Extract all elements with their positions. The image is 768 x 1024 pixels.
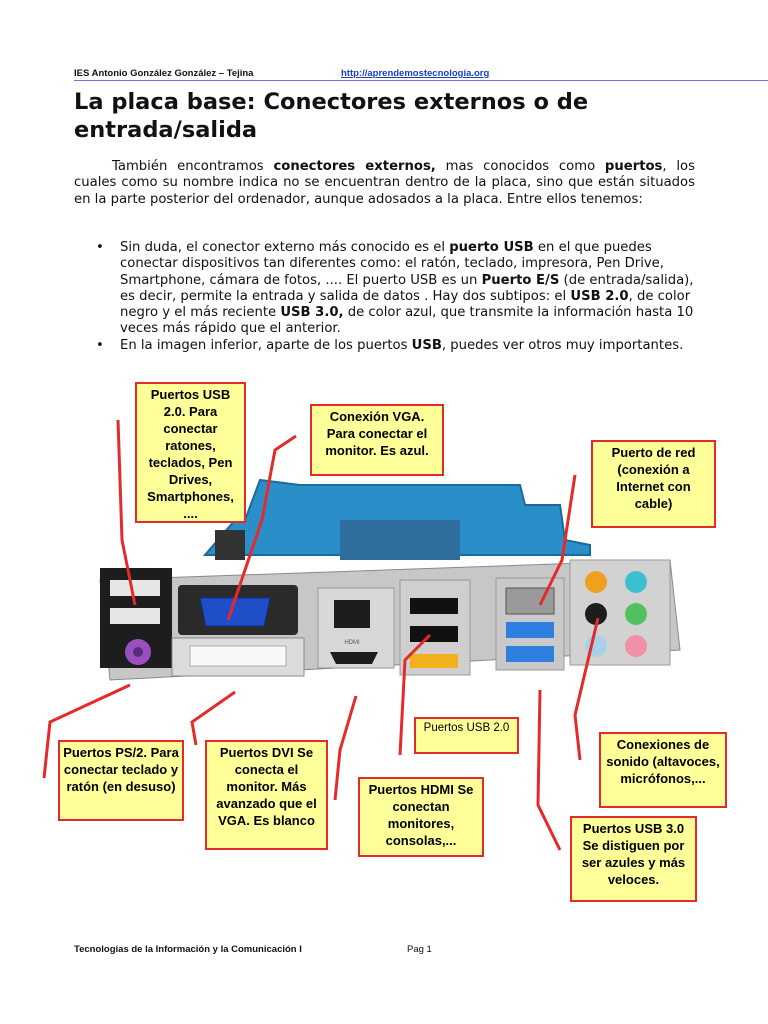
board-chip [215, 530, 245, 560]
leader-hdmi [335, 696, 356, 800]
intro-paragraph: También encontramos conectores externos, mas conocidos como puertos, los cuales como su nombre indica no se encuentran dentro de la placa, sino que están situados en la parte posterior del ordenador, aunque adosados a la placa. Entre ellos tenemos: [74, 159, 695, 207]
hdmi-port [330, 652, 378, 664]
hdmi-photo-label: HDMI [344, 640, 360, 646]
callout-usb3: Puertos USB 3.0 Se distiguen por ser azules y más veloces. [570, 816, 697, 902]
callout-vga: Conexión VGA. Para conectar el monitor. Es azul. [310, 404, 444, 476]
callout-ps2: Puertos PS/2. Para conectar teclado y ratón (en desuso) [58, 740, 184, 821]
usb2-middle-a [410, 598, 458, 614]
footer-page-number: Pag 1 [407, 944, 432, 955]
usb2-port-a [110, 580, 160, 596]
website-link[interactable]: http://aprendemostecnologia.org [341, 68, 490, 79]
callout-usb2-top: Puertos USB 2.0. Para conectar ratones, teclados, Pen Drives, Smartphones, .... [135, 382, 246, 523]
audio-block [570, 560, 670, 665]
usb3-port-a [506, 622, 554, 638]
leader-usb3 [538, 690, 560, 850]
audio-jack-blue [625, 571, 647, 593]
audio-jack-orange [585, 571, 607, 593]
audio-jack-green [625, 603, 647, 625]
audio-jack-pink [625, 635, 647, 657]
callout-hdmi: Puertos HDMI Se conectan monitores, consolas,... [358, 777, 484, 857]
esata-port [410, 654, 458, 668]
callout-dvi: Puertos DVI Se conecta el monitor. Más avanzado que el VGA. Es blanco [205, 740, 328, 850]
callout-red: Puerto de red (conexión a Internet con cable) [591, 440, 716, 528]
header-rule [74, 80, 768, 81]
leader-dvi [192, 692, 235, 745]
dvi-port [190, 646, 286, 666]
bullet-list [96, 240, 696, 354]
optical-port [334, 600, 370, 628]
board-socket [340, 520, 460, 560]
school-name: IES Antonio González González – Tejina [74, 68, 254, 79]
usb2-middle-b [410, 626, 458, 642]
usb3-port-b [506, 646, 554, 662]
callout-usb2-small: Puertos USB 2.0 [414, 717, 519, 754]
bullet-other-ports: • En la imagen inferior, aparte de los puertos USB, puedes ver otros muy importantes. [96, 337, 684, 353]
page-title: La placa base: Conectores externos o de entrada/salida [74, 89, 589, 143]
footer-course: Tecnologías de la Información y la Comunicación I [74, 944, 302, 955]
callout-sonido: Conexiones de sonido (altavoces, micrófonos,... [599, 732, 727, 808]
usb2-port-b [110, 608, 160, 624]
bullet-usb: • Sin duda, el conector externo más conocido es el puerto USB en el que puedes conectar dispositivos tan diferentes como: el ratón, teclado, impresora, Pen Drive, Smartphone, cámara de fotos, .... El puerto USB es un Puerto E/S (de entrada/salida), es decir, permite la entrada y salida de datos . Hay dos subtipos: el USB 2.0, de color negro y el más reciente USB 3.0, de color azul, que transmite la información hasta 10 veces más rápido que el anterior. [96, 240, 694, 337]
ps2-port-center [133, 647, 143, 657]
